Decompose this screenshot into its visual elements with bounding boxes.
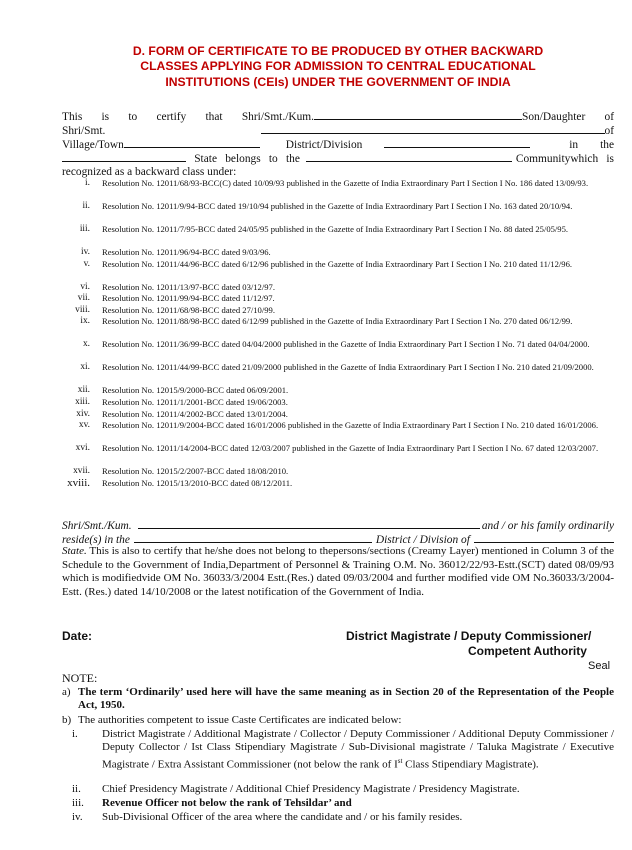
resolution-number: xv.: [78, 420, 90, 431]
resolution-text: Resolution No. 12015/13/2010-BCC dated 08/12/2011.: [102, 477, 293, 488]
creamy-layer-paragraph: [62, 545, 614, 599]
title-line: D. FORM OF CERTIFICATE TO BE PRODUCED BY OTHER BACKWARD: [132, 44, 544, 58]
resolution-number: v.: [83, 258, 90, 269]
resolution-text: Resolution No. 12011/96/94-BCC dated 9/03/96.: [102, 247, 271, 257]
resolution-text: Resolution No. 12015/2/2007-BCC dated 18/08/2010.: [102, 466, 289, 477]
resolution-text: Resolution No. 12011/44/96-BCC dated 6/12/96 published in the Gazette of India Extraordinary Part I Section I No. 210 dated 11/12/96.: [102, 258, 573, 269]
note-a-label: a): [62, 686, 71, 698]
certify-word: is: [606, 153, 614, 165]
resolution-text: Resolution No. 12011/44/99-BCC dated 21/09/2000 published in the Gazette of India Extraordinary Part I Section I No. 210 dated 21/09/2000.: [102, 362, 594, 373]
resolution-number: iii.: [79, 224, 90, 234]
creamy-layer-text: This is also to certify that he/she does not belong to thepersons/sections (Creamy Layer) mentioned in Column 3 of the Schedule to the Government of India,Department of Personnel & Training O.M. No. 36012/22/93-Estt.(SCT) dated 08/09/93 which is modifiedvide OM No. 36033/3/2004 Estt.(Res.) dated 09/03/2004 and further modified vide OM No.36033/3/2004-Estt. (Res.) dated 14/10/2008 or the latest notification of the Government of India.: [62, 545, 614, 598]
resolution-text: Resolution No. 12011/9/94-BCC dated 19/10/94 published in the Gazette of India Extraordinary Part I Section I No. 163 dated 20/10/94.: [102, 201, 573, 211]
note-item-num: ii.: [72, 783, 81, 795]
resolution-number: iv.: [80, 247, 90, 257]
certify-word: Shri/Smt.: [62, 125, 106, 137]
note-item-sup: st: [397, 756, 403, 765]
certify-word: belongs: [225, 153, 261, 165]
certify-word: that: [205, 111, 223, 123]
resolution-text: Resolution No. 12011/14/2004-BCC dated 12/03/2007 published in the Gazette of India Extraordinary Part I Section I No. 67 dated 12/03/2007.: [102, 443, 599, 454]
resolution-number: vi.: [80, 281, 90, 292]
certify-word: of: [604, 125, 614, 137]
title-line: INSTITUTIONS (CEIs) UNDER THE GOVERNMENT OF INDIA: [165, 74, 511, 89]
resolution-number: xvi.: [75, 443, 90, 454]
resolution-number: xiii.: [75, 397, 90, 407]
certify-word: in: [569, 139, 579, 151]
resolution-number: viii.: [75, 304, 90, 315]
resolution-number: xi.: [80, 362, 90, 373]
note-item-text: Revenue Officer not below the rank of Tehsildar’ and: [102, 797, 352, 809]
certify-word: State: [194, 153, 217, 165]
blank-parent-name: [261, 123, 604, 134]
resolution-text: Resolution No. 12011/68/98-BCC dated 27/10/99.: [102, 304, 275, 315]
resolution-number: vii.: [77, 293, 90, 304]
resolution-text: Resolution No. 12011/4/2002-BCC dated 13/01/2004.: [102, 408, 288, 419]
resolution-text: Resolution No. 12011/88/98-BCC dated 6/12/99 published in the Gazette of India Extraordinary Part I Section I No. 270 dated 06/12/99.: [102, 316, 573, 327]
resolution-text: Resolution No. 12011/13/97-BCC dated 03/12/97.: [102, 281, 275, 292]
blank-resident-name: [138, 518, 480, 529]
seal-label: Seal: [588, 660, 611, 672]
date-label: Date:: [62, 629, 93, 643]
blank-state: [62, 151, 186, 162]
certify-line-4: [62, 151, 614, 166]
certify-word: to: [268, 153, 278, 165]
note-b-text: The authorities competent to issue Caste Certificates are indicated below:: [78, 714, 402, 726]
certify-word: the: [285, 153, 300, 165]
certify-word: certify: [156, 111, 187, 123]
title-line: CLASSES APPLYING FOR ADMISSION TO CENTRAL EDUCATIONAL: [140, 59, 536, 74]
authority-line-2: Competent Authority: [468, 644, 587, 658]
note-item-body: District Magistrate / Additional Magistrate / Collector / Deputy Commissioner / Additional Deputy Commissioner / Deputy Collector / Ist Class Stipendiary Magistrate / Sub-Divisional magistrate / Taluka Magistrate / Executive Magistrate / Extra Assistant Commissioner (not below the rank of I: [102, 728, 614, 771]
certify-word: Son/Daughter: [521, 111, 586, 123]
authority-line-1: District Magistrate / Deputy Commissioner/: [346, 629, 592, 643]
resolution-text: Resolution No. 12011/7/95-BCC dated 24/05/95 published in the Gazette of India Extraordinary Part I Section I No. 88 dated 25/05/95.: [102, 224, 569, 234]
resolution-number: ii.: [82, 201, 90, 211]
residence-word: District / Division of: [375, 534, 470, 546]
resolution-number: x.: [82, 339, 90, 350]
certify-line-5: recognized as a backward class under:: [62, 166, 237, 178]
blank-residence-division: [474, 532, 614, 543]
certify-word: This: [62, 111, 83, 123]
note-a-text: The term ‘Ordinarily’ used here will have the same meaning as in Section 20 of the Representation of the People Act, 1950.: [78, 686, 614, 712]
note-item-num: iii.: [72, 797, 84, 809]
resolution-text: Resolution No. 12015/9/2000-BCC dated 06/09/2001.: [102, 385, 289, 396]
resolution-number: xiv.: [76, 408, 90, 419]
form-title: [62, 44, 614, 90]
resolution-number: xviii.: [67, 476, 90, 489]
certify-line-3: [62, 137, 614, 152]
resolution-text: Resolution No. 12011/99/94-BCC dated 11/12/97.: [102, 293, 275, 304]
resolution-number: xii.: [77, 385, 90, 396]
note-item-num: iv.: [72, 811, 83, 823]
blank-village: [124, 137, 260, 148]
note-b-label: b): [62, 714, 72, 726]
certify-word: of: [604, 111, 615, 123]
residence-word: and / or his family ordinarily: [481, 520, 614, 532]
resolution-text: Resolution No. 12011/9/2004-BCC dated 16/01/2006 published in the Gazette of India Extraordinary Part I Section I No. 210 dated 16/01/2006.: [102, 420, 599, 431]
certify-line-1: [62, 109, 614, 124]
residence-word: Shri/Smt./Kum.: [62, 520, 132, 532]
resolution-number: xvii.: [73, 466, 90, 477]
resolution-text: Resolution No. 12011/1/2001-BCC dated 19/06/2003.: [102, 397, 288, 407]
certify-word: Communitywhich: [515, 153, 599, 165]
blank-name: [314, 109, 522, 120]
blank-district: [384, 137, 530, 148]
note-heading: NOTE:: [62, 671, 98, 685]
certify-word: District/Division: [285, 139, 363, 151]
certify-line-2: [62, 123, 614, 138]
residence-line-1: [62, 518, 614, 533]
certify-word: the: [600, 139, 614, 151]
resolution-number: i.: [85, 178, 90, 188]
certify-word: Village/Town: [62, 139, 124, 151]
residence-word: reside(s) in the: [62, 534, 130, 546]
note-item-text: [102, 728, 614, 772]
note-item-num: i.: [72, 728, 78, 740]
blank-community: [306, 151, 512, 162]
note-item-tail: Class Stipendiary Magistrate).: [402, 758, 539, 771]
certify-word: is: [101, 111, 110, 123]
certify-word: to: [128, 111, 138, 123]
blank-residence-district: [134, 532, 372, 543]
resolution-text: Resolution No. 12011/68/93-BCC(C) dated 10/09/93 published in the Gazette of India Extraordinary Part I Section I No. 186 dated 13/09/93.: [102, 178, 589, 188]
resolution-number: ix.: [80, 316, 90, 327]
state-word: State.: [62, 545, 87, 557]
note-item-text: Sub-Divisional Officer of the area where the candidate and / or his family resides.: [102, 811, 463, 823]
certify-word: Shri/Smt./Kum.: [241, 111, 314, 123]
note-item-text: Chief Presidency Magistrate / Additional Chief Presidency Magistrate / Presidency Magistrate.: [102, 783, 520, 795]
resolution-text: Resolution No. 12011/36/99-BCC dated 04/04/2000 published in the Gazette of India Extraordinary Part I Section I No. 71 dated 04/04/2000.: [102, 339, 590, 350]
